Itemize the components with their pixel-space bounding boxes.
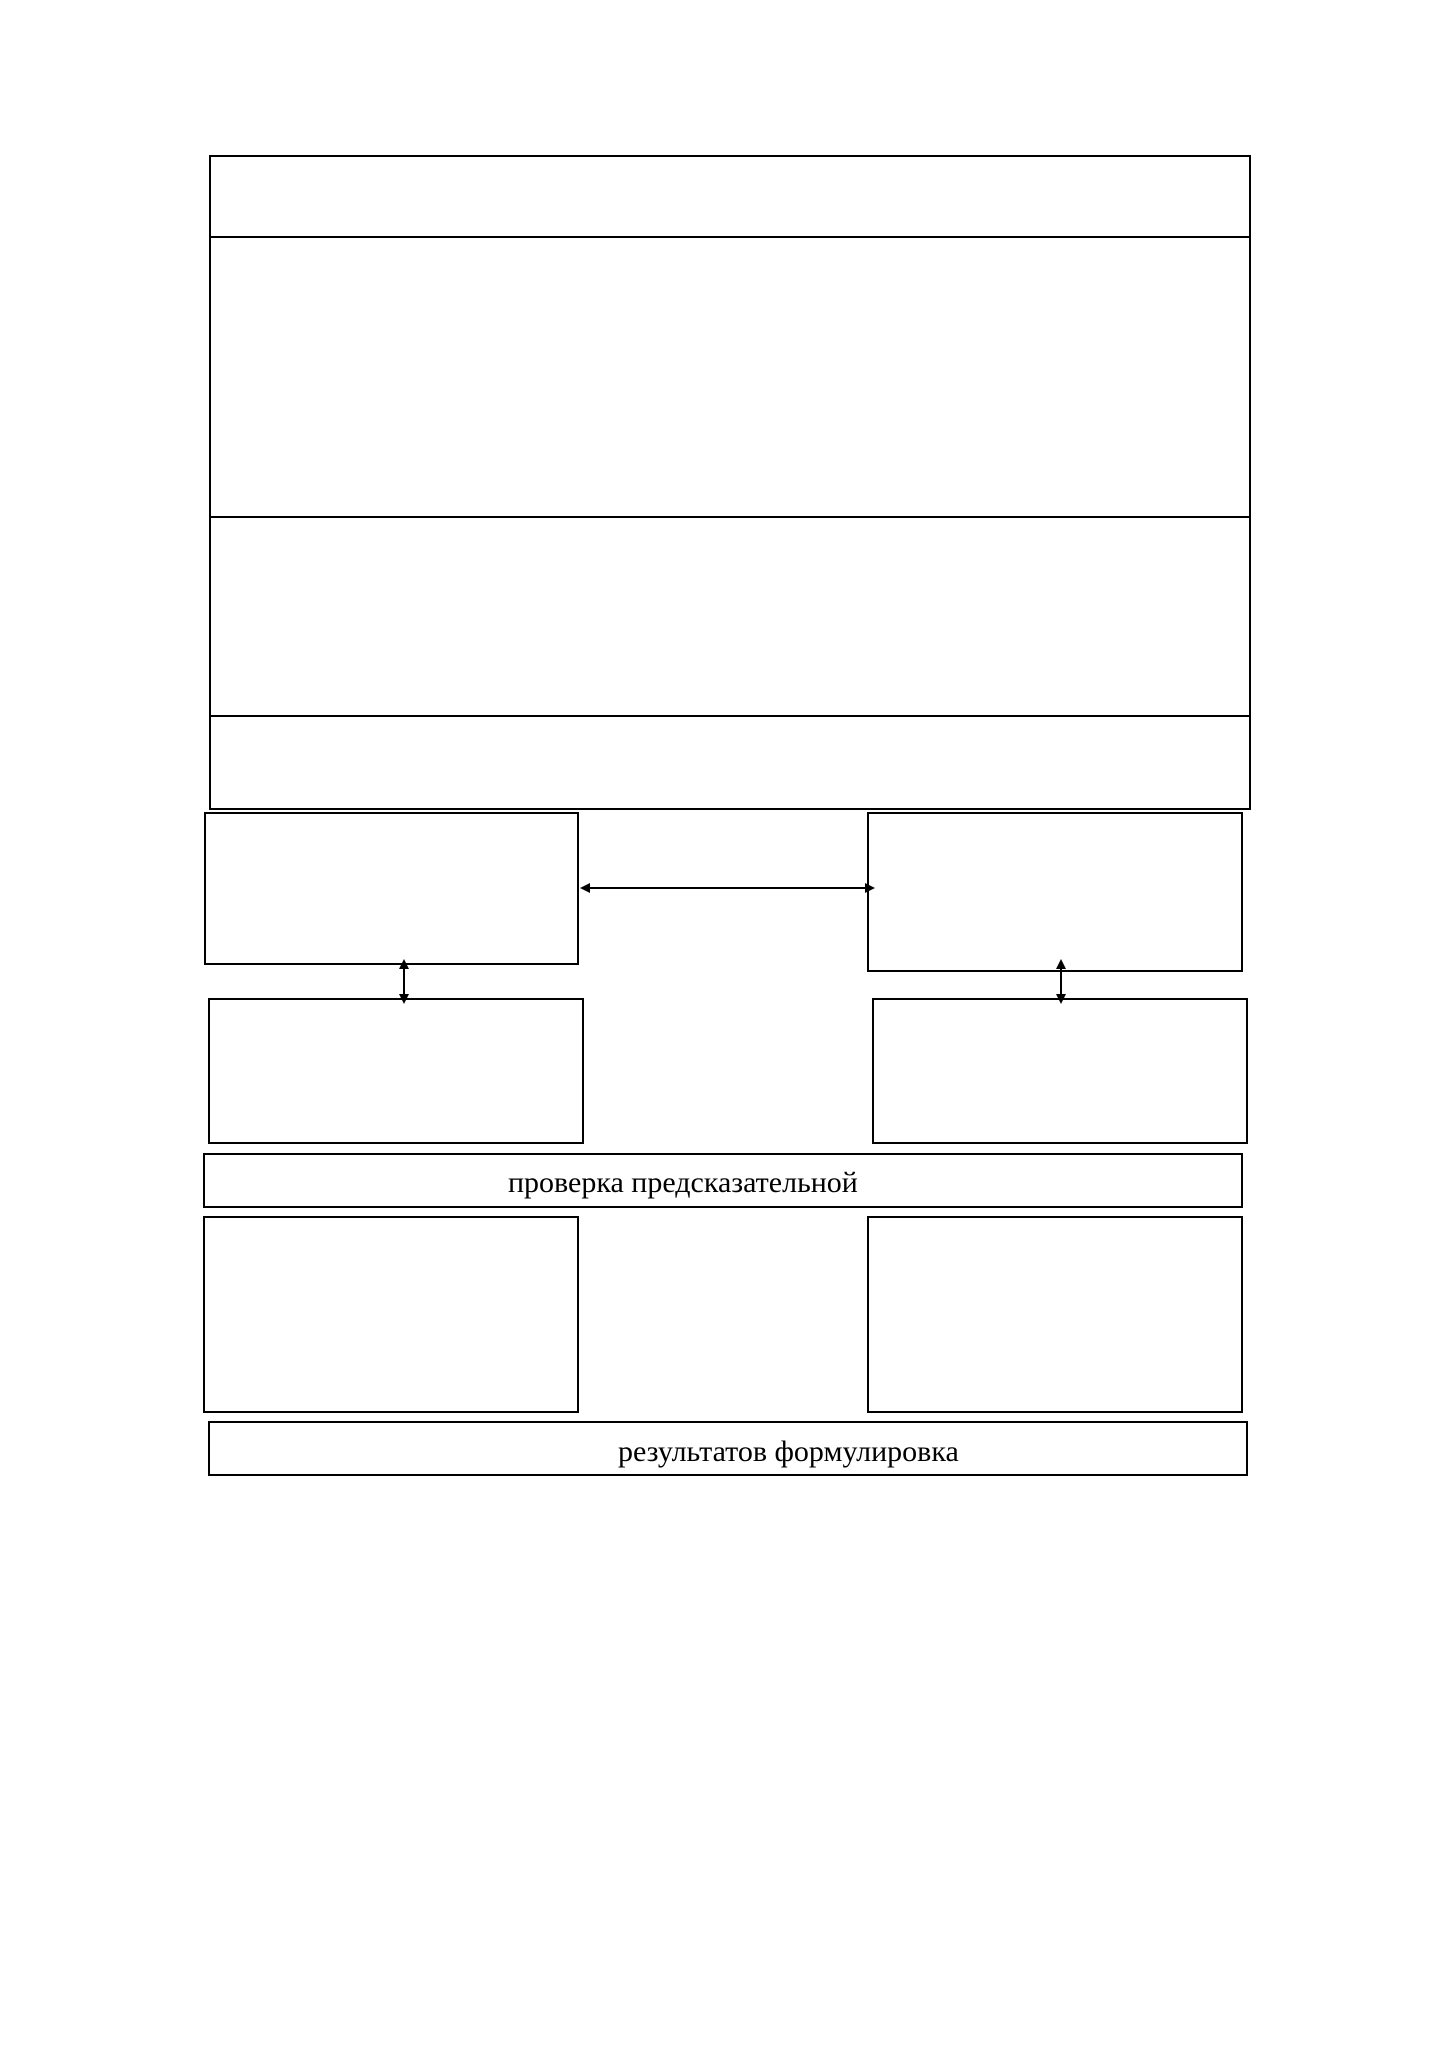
upper-right-box [867,812,1243,972]
results-bar [208,1421,1248,1476]
lower-right-box [867,1216,1243,1413]
lower-left-box [203,1216,579,1413]
middle-left-box [208,998,584,1144]
top-section-3 [209,516,1251,717]
results-label: результатов формулировка [618,1435,959,1468]
upper-left-box [204,812,579,965]
top-section-1 [209,155,1251,238]
middle-right-box [872,998,1248,1144]
verification-label: проверка предсказательной [508,1166,858,1199]
top-section-2 [209,236,1251,518]
top-section-4 [209,715,1251,810]
